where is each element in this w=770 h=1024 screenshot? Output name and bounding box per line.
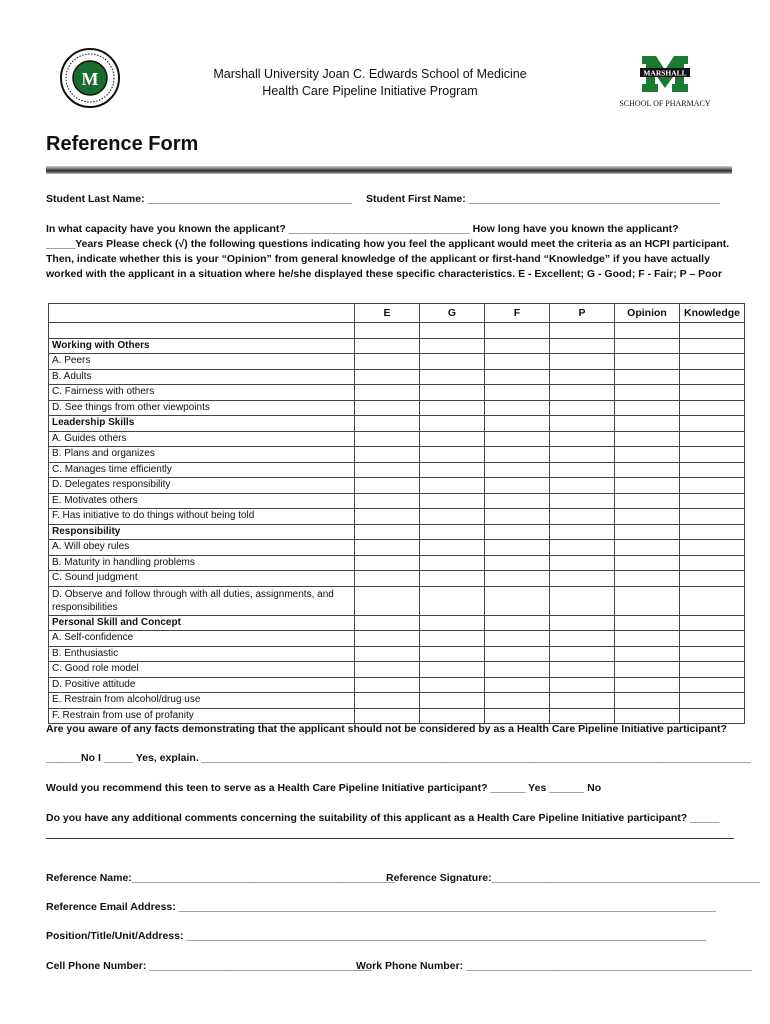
rating-cell-opinion[interactable]	[615, 462, 680, 478]
rating-cell-knowledge[interactable]	[680, 493, 745, 509]
student-first-name-field[interactable]: Student First Name: ___________________________________________	[366, 193, 720, 205]
criterion-label: E. Motivates others	[49, 493, 355, 509]
rating-cell-p[interactable]	[550, 323, 615, 339]
rating-cell-p[interactable]	[550, 693, 615, 709]
rating-cell-f[interactable]	[485, 693, 550, 709]
rating-cell-g[interactable]	[420, 478, 485, 494]
table-row	[49, 571, 745, 587]
rating-cell-g[interactable]	[420, 693, 485, 709]
rating-cell-opinion[interactable]	[615, 555, 680, 571]
rating-cell-g[interactable]	[420, 677, 485, 693]
rating-cell-knowledge[interactable]	[680, 693, 745, 709]
rating-cell-p[interactable]	[550, 338, 615, 354]
rating-cell-e[interactable]	[355, 369, 420, 385]
rating-cell-e[interactable]	[355, 708, 420, 724]
rating-cell-f[interactable]	[485, 431, 550, 447]
rating-cell-opinion[interactable]	[615, 693, 680, 709]
header-text	[150, 66, 590, 100]
table-row	[49, 677, 745, 693]
rating-cell-p[interactable]	[550, 524, 615, 540]
rating-cell-f[interactable]	[485, 338, 550, 354]
header-knowledge: Knowledge	[680, 304, 745, 323]
table-row	[49, 338, 745, 354]
rating-cell-p[interactable]	[550, 509, 615, 525]
rating-cell-f[interactable]	[485, 416, 550, 432]
rating-cell-f[interactable]	[485, 478, 550, 494]
cell-phone-field[interactable]: Cell Phone Number: ______________________________________	[46, 960, 372, 972]
rating-cell-p[interactable]	[550, 354, 615, 370]
rating-cell-f[interactable]	[485, 323, 550, 339]
criterion-label: C. Good role model	[49, 662, 355, 678]
rating-cell-e[interactable]	[355, 555, 420, 571]
seal-letter: M	[81, 69, 99, 89]
table-row	[49, 646, 745, 662]
criterion-label: F. Has initiative to do things without being told	[49, 509, 355, 525]
comments-line[interactable]	[46, 838, 734, 839]
table-row	[49, 708, 745, 724]
rating-cell-p[interactable]	[550, 708, 615, 724]
rating-cell-g[interactable]	[420, 646, 485, 662]
rating-cell-g[interactable]	[420, 662, 485, 678]
rating-cell-knowledge[interactable]	[680, 524, 745, 540]
rating-cell-g[interactable]	[420, 708, 485, 724]
rating-cell-f[interactable]	[485, 708, 550, 724]
rating-cell-p[interactable]	[550, 555, 615, 571]
rating-cell-knowledge[interactable]	[680, 323, 745, 339]
rating-cell-opinion[interactable]	[615, 478, 680, 494]
rating-cell-g[interactable]	[420, 555, 485, 571]
criterion-label: A. Guides others	[49, 431, 355, 447]
rating-cell-opinion[interactable]	[615, 400, 680, 416]
rating-cell-p[interactable]	[550, 586, 615, 615]
rating-cell-g[interactable]	[420, 586, 485, 615]
rating-cell-e[interactable]	[355, 338, 420, 354]
criterion-label: A. Will obey rules	[49, 540, 355, 556]
rating-cell-p[interactable]	[550, 646, 615, 662]
category-label: Working with Others	[49, 338, 355, 354]
rating-cell-g[interactable]	[420, 431, 485, 447]
criterion-label: F. Restrain from use of profanity	[49, 708, 355, 724]
rating-cell-p[interactable]	[550, 400, 615, 416]
rating-cell-f[interactable]	[485, 369, 550, 385]
title-rule	[46, 166, 732, 174]
rating-cell-knowledge[interactable]	[680, 354, 745, 370]
work-phone-field[interactable]: Work Phone Number: _________________________________________________	[356, 960, 753, 972]
header-opinion: Opinion	[615, 304, 680, 323]
rating-cell-f[interactable]	[485, 555, 550, 571]
rating-cell-knowledge[interactable]	[680, 478, 745, 494]
question-additional-comments[interactable]: Do you have any additional comments concerning the suitability of this applicant as a Health Care Pipeline Initiative participant? _____	[46, 812, 720, 824]
answer-disqualifying-facts[interactable]: ______No I _____ Yes, explain. ______________________________________________________________________________________________	[46, 752, 751, 764]
category-label: Personal Skill and Concept	[49, 615, 355, 631]
criterion-label: A. Peers	[49, 354, 355, 370]
rating-cell-p[interactable]	[550, 447, 615, 463]
rating-cell-opinion[interactable]	[615, 416, 680, 432]
rating-cell-f[interactable]	[485, 615, 550, 631]
rating-cell-e[interactable]	[355, 693, 420, 709]
question-disqualifying-facts: Are you aware of any facts demonstrating that the applicant should not be considered by as a Health Care Pipeline Initiative participant?	[46, 723, 727, 735]
table-row	[49, 540, 745, 556]
table-row	[49, 400, 745, 416]
table-row	[49, 509, 745, 525]
criterion-label: A. Self-confidence	[49, 631, 355, 647]
table-row	[49, 462, 745, 478]
rating-cell-e[interactable]	[355, 478, 420, 494]
instructions	[46, 222, 736, 282]
rating-cell-g[interactable]	[420, 615, 485, 631]
rating-cell-knowledge[interactable]	[680, 369, 745, 385]
table-row	[49, 586, 745, 615]
rating-cell-g[interactable]	[420, 338, 485, 354]
criterion-label: D. Delegates responsibility	[49, 478, 355, 494]
rating-cell-opinion[interactable]	[615, 509, 680, 525]
rating-cell-e[interactable]	[355, 571, 420, 587]
rating-cell-opinion[interactable]	[615, 677, 680, 693]
table-row	[49, 354, 745, 370]
rating-cell-opinion[interactable]	[615, 369, 680, 385]
rating-cell-p[interactable]	[550, 431, 615, 447]
rating-cell-f[interactable]	[485, 447, 550, 463]
school-of-medicine-seal	[60, 48, 120, 108]
table-row	[49, 416, 745, 432]
rating-cell-knowledge[interactable]	[680, 462, 745, 478]
rating-cell-knowledge[interactable]	[680, 662, 745, 678]
criterion-label: B. Maturity in handling problems	[49, 555, 355, 571]
reference-signature-field[interactable]: Reference Signature:______________________________________________	[386, 872, 761, 884]
rating-cell-knowledge[interactable]	[680, 385, 745, 401]
rating-cell-g[interactable]	[420, 462, 485, 478]
criterion-label: D. Observe and follow through with all duties, assignments, and responsibilities	[49, 586, 355, 615]
rating-cell-opinion[interactable]	[615, 540, 680, 556]
table-row	[49, 369, 745, 385]
rating-cell-opinion[interactable]	[615, 431, 680, 447]
rating-cell-opinion[interactable]	[615, 586, 680, 615]
question-recommend[interactable]: Would you recommend this teen to serve as a Health Care Pipeline Initiative participant? ______ Yes ______ No	[46, 782, 602, 794]
rating-cell-f[interactable]	[485, 540, 550, 556]
rating-cell-p[interactable]	[550, 677, 615, 693]
rating-cell-f[interactable]	[485, 646, 550, 662]
rating-cell-e[interactable]	[355, 662, 420, 678]
page-title: Reference Form	[46, 133, 199, 155]
rating-cell-p[interactable]	[550, 369, 615, 385]
criterion-label	[49, 323, 355, 339]
header-line-2: Health Care Pipeline Initiative Program	[262, 84, 478, 98]
rating-cell-p[interactable]	[550, 662, 615, 678]
table-row	[49, 631, 745, 647]
criterion-label: B. Adults	[49, 369, 355, 385]
rating-cell-e[interactable]	[355, 631, 420, 647]
rating-cell-e[interactable]	[355, 400, 420, 416]
rating-cell-e[interactable]	[355, 462, 420, 478]
rating-cell-knowledge[interactable]	[680, 571, 745, 587]
rating-cell-e[interactable]	[355, 509, 420, 525]
logo-subtitle: SCHOOL OF PHARMACY	[619, 99, 711, 108]
rating-cell-f[interactable]	[485, 462, 550, 478]
rating-cell-f[interactable]	[485, 631, 550, 647]
rating-cell-knowledge[interactable]	[680, 708, 745, 724]
header-fair: F	[485, 304, 550, 323]
header-excellent: E	[355, 304, 420, 323]
rating-cell-g[interactable]	[420, 416, 485, 432]
instructions-line-2: _____Years Please check (√) the following questions indicating how you feel the applicant would meet the criteria as an HCPI participant.	[46, 238, 730, 250]
table-row	[49, 385, 745, 401]
rating-cell-e[interactable]	[355, 524, 420, 540]
rating-cell-f[interactable]	[485, 509, 550, 525]
table-row	[49, 447, 745, 463]
rating-cell-g[interactable]	[420, 400, 485, 416]
rating-table	[48, 303, 745, 724]
table-row	[49, 662, 745, 678]
rating-cell-e[interactable]	[355, 586, 420, 615]
rating-cell-opinion[interactable]	[615, 385, 680, 401]
rating-cell-knowledge[interactable]	[680, 555, 745, 571]
rating-cell-g[interactable]	[420, 447, 485, 463]
rating-cell-opinion[interactable]	[615, 571, 680, 587]
rating-cell-knowledge[interactable]	[680, 509, 745, 525]
category-label: Leadership Skills	[49, 416, 355, 432]
rating-cell-f[interactable]	[485, 400, 550, 416]
rating-cell-knowledge[interactable]	[680, 646, 745, 662]
rating-cell-knowledge[interactable]	[680, 447, 745, 463]
rating-cell-g[interactable]	[420, 493, 485, 509]
rating-cell-p[interactable]	[550, 416, 615, 432]
rating-cell-opinion[interactable]	[615, 338, 680, 354]
rating-cell-p[interactable]	[550, 462, 615, 478]
rating-cell-e[interactable]	[355, 646, 420, 662]
rating-cell-knowledge[interactable]	[680, 400, 745, 416]
logo-word: MARSHALL	[643, 68, 687, 78]
rating-cell-p[interactable]	[550, 631, 615, 647]
instructions-line-4: worked with the applicant in a situation where he/she displayed these specific characteristics. E - Excellent; G - Good; F - Fair; P – Poor	[46, 268, 723, 280]
rating-cell-e[interactable]	[355, 540, 420, 556]
rating-cell-knowledge[interactable]	[680, 431, 745, 447]
table-row	[49, 615, 745, 631]
rating-cell-g[interactable]	[420, 385, 485, 401]
criterion-label: D. See things from other viewpoints	[49, 400, 355, 416]
table-row	[49, 555, 745, 571]
rating-cell-p[interactable]	[550, 478, 615, 494]
rating-cell-e[interactable]	[355, 677, 420, 693]
table-row	[49, 693, 745, 709]
criterion-label: E. Restrain from alcohol/drug use	[49, 693, 355, 709]
category-label: Responsibility	[49, 524, 355, 540]
rating-cell-opinion[interactable]	[615, 524, 680, 540]
rating-cell-f[interactable]	[485, 662, 550, 678]
header-criteria	[49, 304, 355, 323]
rating-cell-p[interactable]	[550, 385, 615, 401]
rating-cell-opinion[interactable]	[615, 447, 680, 463]
table-row	[49, 323, 745, 339]
rating-cell-knowledge[interactable]	[680, 416, 745, 432]
rating-cell-p[interactable]	[550, 615, 615, 631]
table-row	[49, 524, 745, 540]
rating-cell-f[interactable]	[485, 385, 550, 401]
rating-table-header	[49, 304, 745, 323]
rating-cell-e[interactable]	[355, 416, 420, 432]
rating-cell-g[interactable]	[420, 540, 485, 556]
table-row	[49, 478, 745, 494]
rating-cell-opinion[interactable]	[615, 354, 680, 370]
criterion-label: D. Positive attitude	[49, 677, 355, 693]
rating-cell-opinion[interactable]	[615, 646, 680, 662]
header-line-1: Marshall University Joan C. Edwards School of Medicine	[213, 67, 527, 81]
rating-cell-e[interactable]	[355, 385, 420, 401]
rating-cell-knowledge[interactable]	[680, 540, 745, 556]
rating-cell-f[interactable]	[485, 571, 550, 587]
criterion-label: C. Fairness with others	[49, 385, 355, 401]
rating-cell-f[interactable]	[485, 493, 550, 509]
school-of-pharmacy-logo	[610, 54, 720, 110]
instructions-line-3: Then, indicate whether this is your “Opinion” from general knowledge of the applicant or first-hand “Knowledge” if you have actually	[46, 253, 710, 265]
rating-cell-opinion[interactable]	[615, 708, 680, 724]
rating-cell-opinion[interactable]	[615, 493, 680, 509]
rating-cell-p[interactable]	[550, 571, 615, 587]
reference-email-field[interactable]: Reference Email Address: ____________________________________________________________________________________________	[46, 901, 716, 913]
rating-cell-f[interactable]	[485, 354, 550, 370]
position-title-field[interactable]: Position/Title/Unit/Address: _________________________________________________________________________________________	[46, 930, 707, 942]
instructions-line-1: In what capacity have you known the applicant? _______________________________ How long have you known the applicant?	[46, 223, 679, 235]
student-last-name-field[interactable]: Student Last Name: ___________________________________	[46, 193, 352, 205]
rating-cell-knowledge[interactable]	[680, 615, 745, 631]
header-poor: P	[550, 304, 615, 323]
criterion-label: C. Manages time efficiently	[49, 462, 355, 478]
header-good: G	[420, 304, 485, 323]
rating-cell-opinion[interactable]	[615, 662, 680, 678]
rating-cell-g[interactable]	[420, 354, 485, 370]
rating-cell-knowledge[interactable]	[680, 631, 745, 647]
reference-name-field[interactable]: Reference Name:_____________________________________________	[46, 872, 395, 884]
rating-cell-knowledge[interactable]	[680, 338, 745, 354]
rating-cell-p[interactable]	[550, 493, 615, 509]
rating-cell-g[interactable]	[420, 323, 485, 339]
rating-cell-e[interactable]	[355, 323, 420, 339]
criterion-label: B. Enthusiastic	[49, 646, 355, 662]
rating-cell-knowledge[interactable]	[680, 586, 745, 615]
table-row	[49, 493, 745, 509]
rating-cell-p[interactable]	[550, 540, 615, 556]
rating-cell-e[interactable]	[355, 493, 420, 509]
criterion-label: B. Plans and organizes	[49, 447, 355, 463]
rating-cell-e[interactable]	[355, 431, 420, 447]
rating-cell-f[interactable]	[485, 586, 550, 615]
rating-cell-e[interactable]	[355, 615, 420, 631]
rating-cell-opinion[interactable]	[615, 631, 680, 647]
rating-cell-f[interactable]	[485, 524, 550, 540]
table-row	[49, 431, 745, 447]
rating-cell-g[interactable]	[420, 631, 485, 647]
rating-cell-g[interactable]	[420, 571, 485, 587]
rating-cell-e[interactable]	[355, 354, 420, 370]
rating-cell-g[interactable]	[420, 509, 485, 525]
rating-cell-knowledge[interactable]	[680, 677, 745, 693]
rating-cell-e[interactable]	[355, 447, 420, 463]
rating-cell-opinion[interactable]	[615, 323, 680, 339]
rating-cell-f[interactable]	[485, 677, 550, 693]
criterion-label: C. Sound judgment	[49, 571, 355, 587]
rating-cell-g[interactable]	[420, 524, 485, 540]
rating-cell-g[interactable]	[420, 369, 485, 385]
rating-cell-opinion[interactable]	[615, 615, 680, 631]
